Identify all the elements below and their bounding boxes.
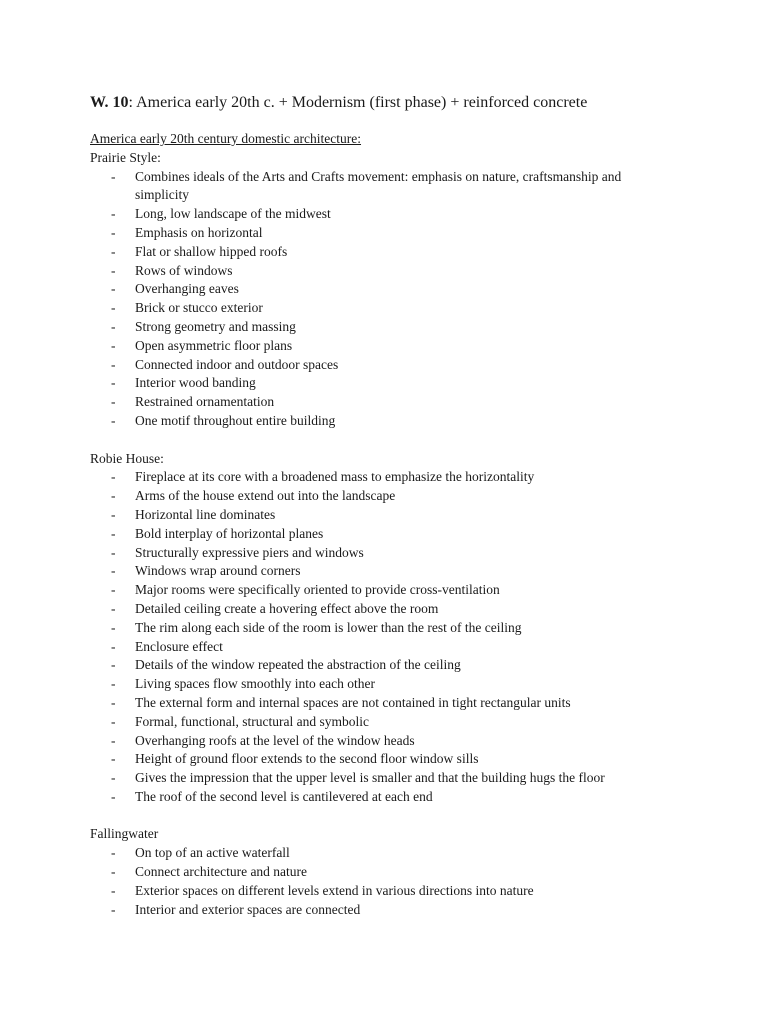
list-item	[90, 243, 640, 262]
section-label: Prairie Style:	[90, 149, 161, 165]
list-item-text: Connect architecture and nature	[135, 864, 308, 880]
dash-bullet: -	[111, 375, 116, 391]
list-item-text: Exterior spaces on different levels extend in various directions into nature	[135, 882, 534, 898]
list-item-text: Fireplace at its core with a broadened mass to emphasize the horizontality	[135, 469, 535, 485]
list-item-text: Structurally expressive piers and windows	[135, 544, 364, 560]
section-subheading: America early 20th century domestic architecture:	[90, 131, 362, 146]
page-title	[90, 92, 690, 114]
list-item	[90, 299, 640, 318]
list-item-text: The roof of the second level is cantilevered at each end	[135, 788, 433, 804]
list-item-text: Brick or stucco exterior	[135, 300, 263, 316]
list-item	[90, 224, 640, 243]
list-item	[90, 506, 640, 525]
list-item	[90, 168, 640, 206]
section-label: Robie House:	[90, 450, 164, 466]
list-item-text: Combines ideals of the Arts and Crafts movement: emphasis on nature, craftsmanship and simplicity	[135, 168, 622, 203]
section-label: Fallingwater	[90, 826, 159, 842]
list-item	[90, 600, 640, 619]
dash-bullet: -	[111, 713, 116, 729]
list-item	[90, 863, 640, 882]
dash-bullet: -	[111, 882, 116, 898]
list-item-text: Height of ground floor extends to the second floor window sills	[135, 751, 479, 767]
list-item-text: Living spaces flow smoothly into each other	[135, 676, 375, 692]
list-item	[90, 280, 640, 299]
list-item	[90, 374, 640, 393]
week-label: W. 10	[90, 94, 129, 111]
list-item	[90, 562, 640, 581]
list-item	[90, 487, 640, 506]
list-item	[90, 544, 640, 563]
list-item	[90, 262, 640, 281]
dash-bullet: -	[111, 638, 116, 654]
list-item	[90, 318, 640, 337]
list-item-text: Overhanging eaves	[135, 281, 239, 297]
dash-bullet: -	[111, 337, 116, 353]
section-gap	[90, 431, 690, 450]
dash-bullet: -	[111, 281, 116, 297]
dash-bullet: -	[111, 676, 116, 692]
list-item-text: Bold interplay of horizontal planes	[135, 525, 324, 541]
dash-bullet: -	[111, 694, 116, 710]
list-item	[90, 525, 640, 544]
list-item	[90, 788, 640, 807]
list-item	[90, 675, 640, 694]
dash-bullet: -	[111, 619, 116, 635]
dash-bullet: -	[111, 770, 116, 786]
list-item-text: Detailed ceiling create a hovering effect above the room	[135, 600, 439, 616]
list-item-text: Connected indoor and outdoor spaces	[135, 356, 339, 372]
bullet-list	[90, 468, 690, 806]
list-item-text: Major rooms were specifically oriented to provide cross-ventilation	[135, 582, 500, 598]
list-item	[90, 656, 640, 675]
dash-bullet: -	[111, 901, 116, 917]
list-item-text: Horizontal line dominates	[135, 506, 276, 522]
dash-bullet: -	[111, 563, 116, 579]
dash-bullet: -	[111, 732, 116, 748]
list-item-text: One motif throughout entire building	[135, 412, 336, 428]
list-item	[90, 750, 640, 769]
list-item-text: Open asymmetric floor plans	[135, 337, 293, 353]
list-item-text: Restrained ornamentation	[135, 394, 275, 410]
title-text: : America early 20th c. + Modernism (first phase) + reinforced concrete	[128, 94, 588, 111]
list-item	[90, 882, 640, 901]
dash-bullet: -	[111, 788, 116, 804]
dash-bullet: -	[111, 206, 116, 222]
list-item-text: Windows wrap around corners	[135, 563, 301, 579]
list-item	[90, 356, 640, 375]
list-item	[90, 732, 640, 751]
dash-bullet: -	[111, 224, 116, 240]
list-item	[90, 638, 640, 657]
list-item-text: Arms of the house extend out into the landscape	[135, 488, 396, 504]
list-item-text: The external form and internal spaces are not contained in tight rectangular units	[135, 694, 571, 710]
dash-bullet: -	[111, 469, 116, 485]
list-item-text: Formal, functional, structural and symbolic	[135, 713, 369, 729]
list-item-text: Strong geometry and massing	[135, 318, 296, 334]
bullet-list	[90, 844, 690, 919]
dash-bullet: -	[111, 356, 116, 372]
dash-bullet: -	[111, 394, 116, 410]
list-item	[90, 581, 640, 600]
dash-bullet: -	[111, 544, 116, 560]
dash-bullet: -	[111, 412, 116, 428]
dash-bullet: -	[111, 751, 116, 767]
list-item	[90, 844, 640, 863]
dash-bullet: -	[111, 300, 116, 316]
list-item	[90, 713, 640, 732]
dash-bullet: -	[111, 318, 116, 334]
bullet-list	[90, 168, 690, 431]
dash-bullet: -	[111, 864, 116, 880]
list-item-text: The rim along each side of the room is lower than the rest of the ceiling	[135, 619, 522, 635]
dash-bullet: -	[111, 845, 116, 861]
list-item	[90, 769, 640, 788]
dash-bullet: -	[111, 600, 116, 616]
list-item-text: Interior wood banding	[135, 375, 256, 391]
list-item-text: Flat or shallow hipped roofs	[135, 243, 288, 259]
list-item-text: Gives the impression that the upper level is smaller and that the building hugs the floor	[135, 770, 605, 786]
list-item	[90, 694, 640, 713]
list-item	[90, 412, 640, 431]
dash-bullet: -	[111, 262, 116, 278]
list-item-text: Rows of windows	[135, 262, 233, 278]
dash-bullet: -	[111, 657, 116, 673]
section-gap	[90, 807, 690, 826]
list-item	[90, 901, 640, 920]
dash-bullet: -	[111, 243, 116, 259]
list-item-text: Enclosure effect	[135, 638, 223, 654]
list-item	[90, 468, 640, 487]
list-item	[90, 619, 640, 638]
list-item-text: Interior and exterior spaces are connected	[135, 901, 361, 917]
list-item-text: Emphasis on horizontal	[135, 224, 263, 240]
list-item	[90, 337, 640, 356]
list-item-text: On top of an active waterfall	[135, 845, 290, 861]
sections-container	[90, 149, 690, 920]
list-item	[90, 393, 640, 412]
dash-bullet: -	[111, 582, 116, 598]
list-item-text: Overhanging roofs at the level of the window heads	[135, 732, 415, 748]
dash-bullet: -	[111, 168, 116, 184]
list-item-text: Details of the window repeated the abstraction of the ceiling	[135, 657, 461, 673]
list-item	[90, 205, 640, 224]
dash-bullet: -	[111, 488, 116, 504]
dash-bullet: -	[111, 525, 116, 541]
dash-bullet: -	[111, 506, 116, 522]
document-page	[90, 92, 690, 919]
list-item-text: Long, low landscape of the midwest	[135, 206, 331, 222]
